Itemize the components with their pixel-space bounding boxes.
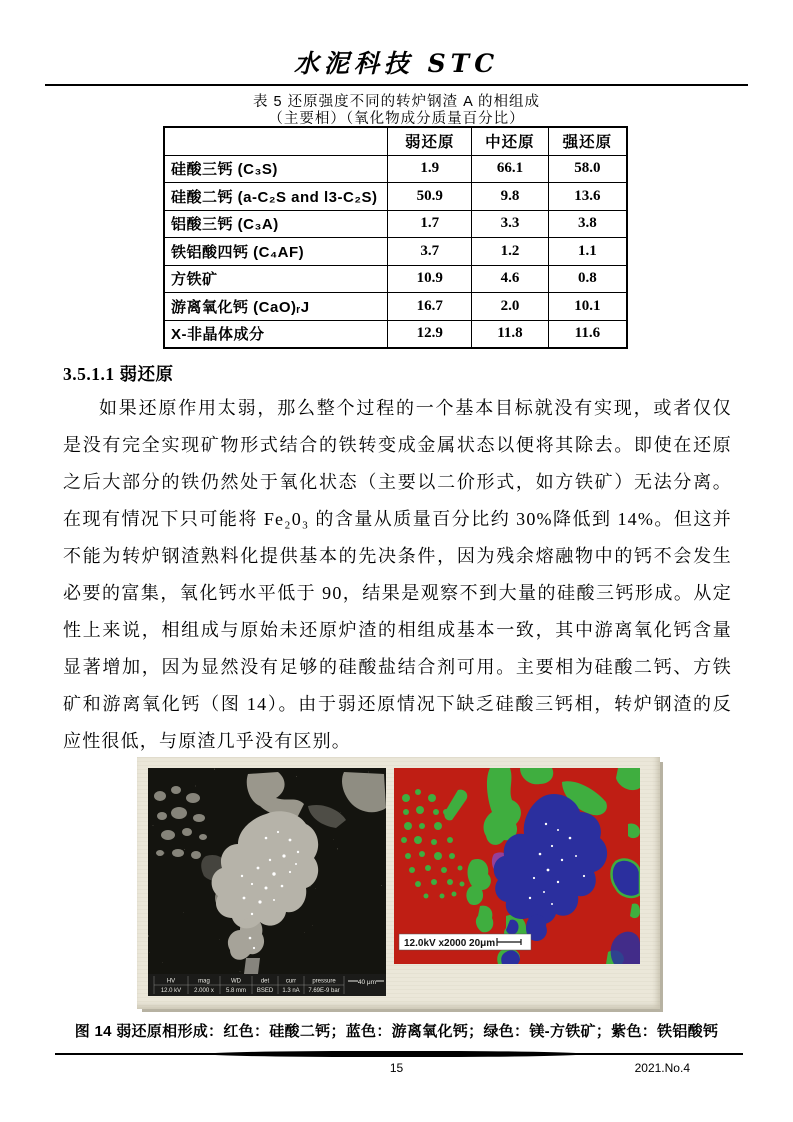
cell-value: 4.6 [472, 265, 549, 293]
cell-value: 0.8 [548, 265, 627, 293]
table-caption-line2: （主要相）（氧化物成分质量百分比） [268, 111, 525, 127]
table-row [164, 210, 627, 238]
issue-number: 2021.No.4 [634, 1061, 690, 1075]
cell-value: 12.9 [388, 320, 472, 348]
body-paragraph: 如果还原作用太弱，那么整个过程的一个基本目标就没有实现，或者仅仅是没有完全实现矿物形式结合的铁转变成金属状态以便将其除去。即使在还原之后大部分的铁仍然处于氧化状态（主要以二价形式，如方铁矿）无法分离。在现有情况下只可能将 Fe₂0₃ 的含量从质量百分比约 30%降低到 14%。但这并不能为转炉钢渣熟料化提供基本的先决条件，因为残余熔融物中的钙不会发生必要的富集，氧化钙水平低于 90，结果是观察不到大量的硅酸三钙形成。从定性上来说，相组成与原始未还原炉渣的相组成基本一致，其中游离氧化钙含量显著增加，因为显然没有足够的硅酸盐结合剂可用。主要相为硅酸二钙、方铁矿和游离氧化钙（图 14）。由于弱还原情况下缺乏硅酸三钙相，转炉钢渣的反应性很低，与原渣几乎没有区别。 [63, 398, 732, 751]
phase-map-scale-strip [399, 934, 531, 950]
sem-bar-label: det [260, 978, 270, 985]
cell-value: 2.0 [472, 293, 549, 321]
sem-bar-value: 5.8 mm [225, 988, 247, 994]
sem-bar-value: 12.0 kV [160, 988, 182, 994]
cell-value: 1.9 [388, 155, 472, 183]
header-divider [45, 84, 748, 86]
sem-bar-value: 7.69E-9 bar [308, 988, 340, 994]
figure-14-panel [137, 757, 660, 1009]
cell-value: 3.7 [388, 238, 472, 266]
cell-value: 66.1 [472, 155, 549, 183]
cell-value: 58.0 [548, 155, 627, 183]
sem-bar-value: 2.000 x [194, 988, 214, 994]
sem-micrograph-image [148, 768, 386, 996]
table-row [164, 155, 627, 183]
cell-value: 11.6 [548, 320, 627, 348]
header-medium: 中还原 [472, 127, 549, 155]
sem-scale-label: 40 μm [357, 979, 377, 986]
cell-value: 1.1 [548, 238, 627, 266]
sem-bar-value: BSED [256, 988, 274, 994]
cell-value: 1.2 [472, 238, 549, 266]
cell-value: 10.1 [548, 293, 627, 321]
footer-divider [55, 1053, 743, 1055]
sem-bar-value: 1.3 nA [282, 988, 300, 994]
cell-value: 10.9 [388, 265, 472, 293]
cell-value: 3.8 [548, 210, 627, 238]
page-number: 15 [389, 1061, 404, 1075]
sem-bar-label: HV [166, 978, 176, 985]
sem-bar-label: curr [285, 978, 297, 985]
table-row [164, 320, 627, 348]
phase-map-image [394, 768, 640, 964]
cell-value: 16.7 [388, 293, 472, 321]
table-row [164, 238, 627, 266]
section-heading: 3.5.1.1 弱还原 [63, 364, 174, 384]
cell-value: 9.8 [472, 183, 549, 211]
sem-bar-label: mag [198, 978, 210, 985]
table-caption-line1: 表 5 还原强度不同的转炉钢渣 A 的相组成 [252, 94, 541, 110]
cell-value: 1.7 [388, 210, 472, 238]
row-label: 硅酸二钙 (a-C₂S and l3-C₂S) [164, 183, 388, 211]
header-empty [164, 127, 388, 155]
table-row [164, 265, 627, 293]
phase-composition-table [163, 126, 628, 349]
row-label: X-非晶体成分 [164, 320, 388, 348]
table-header-row [164, 127, 627, 155]
phase-map-scale-label: 12.0kV x2000 20μm [404, 938, 496, 949]
figure-caption: 图 14 弱还原相形成：红色：硅酸二钙；蓝色：游离氧化钙；绿色：镁-方铁矿；紫色：铁铝酸钙 [74, 1023, 719, 1040]
sem-bar-label: pressure [312, 978, 336, 985]
row-label: 游离氧化钙 (CaO)ᵣJ [164, 293, 388, 321]
table-row [164, 183, 627, 211]
cell-value: 3.3 [472, 210, 549, 238]
table-row [164, 293, 627, 321]
row-label: 硅酸三钙 (C₃S) [164, 155, 388, 183]
row-label: 方铁矿 [164, 265, 388, 293]
sem-bar-label: WD [231, 978, 241, 985]
header-weak: 弱还原 [388, 127, 472, 155]
header-strong: 强还原 [548, 127, 627, 155]
cell-value: 50.9 [388, 183, 472, 211]
row-label: 铁铝酸四钙 (C₄AF) [164, 238, 388, 266]
cell-value: 11.8 [472, 320, 549, 348]
journal-title: 水泥科技 STC [293, 49, 500, 78]
row-label: 铝酸三钙 (C₃A) [164, 210, 388, 238]
cell-value: 13.6 [548, 183, 627, 211]
sem-info-bar [148, 974, 386, 996]
